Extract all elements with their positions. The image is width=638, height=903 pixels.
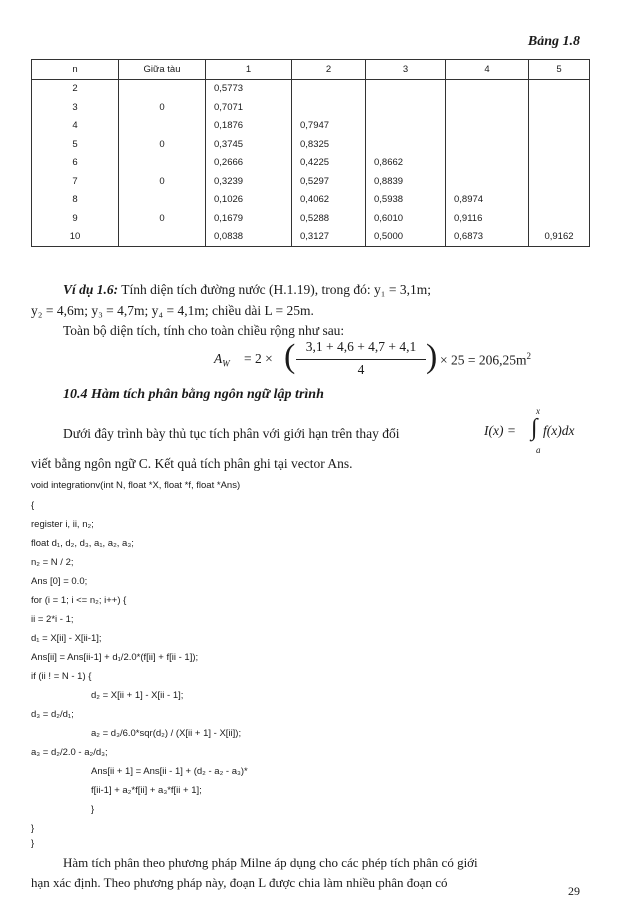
integral-lower-limit: a — [536, 445, 541, 455]
page-number: 29 — [568, 884, 580, 898]
table-cell — [446, 117, 529, 136]
code-line: Ans [0] = 0.0; — [31, 576, 88, 587]
table-cell: 10 — [32, 228, 119, 247]
right-paren: ) — [426, 338, 438, 375]
table-cell — [292, 98, 366, 117]
table-cell — [529, 117, 590, 136]
table-cell: 0,8325 — [292, 135, 366, 154]
table-cell — [529, 209, 590, 228]
code-line: } — [31, 838, 35, 849]
code-line: ii = 2*i - 1; — [31, 614, 74, 625]
table-row — [32, 117, 590, 136]
table-cell: 0 — [119, 209, 206, 228]
code-line: float d₁, d₂, d₃, a₁, a₂, a₃; — [31, 538, 134, 549]
table-cell: 0,4225 — [292, 154, 366, 173]
table-cell — [119, 154, 206, 173]
table-cell: 0 — [119, 172, 206, 191]
integral-sign: ∫ — [531, 415, 538, 441]
table-cell — [446, 172, 529, 191]
table-cell: 0,8974 — [446, 191, 529, 210]
column-header: 5 — [529, 60, 590, 80]
code-line: n₂ = N / 2; — [31, 557, 74, 568]
code-line: } — [31, 823, 35, 834]
integral-upper-limit: x — [536, 406, 540, 416]
formula-eq: = 2 × — [244, 351, 273, 366]
table-cell: 0,2666 — [206, 154, 292, 173]
table-row — [32, 172, 590, 191]
data-table — [31, 59, 590, 247]
table-header-row — [32, 60, 590, 80]
code-line: d₃ = d₂/d₁; — [31, 709, 74, 720]
area-formula — [214, 337, 574, 383]
column-header: n — [32, 60, 119, 80]
code-line: void integrationv(int N, float *X, float *f, float *Ans) — [31, 480, 241, 491]
table-cell: 0,8839 — [366, 172, 446, 191]
table-cell — [529, 172, 590, 191]
table-cell: 0,1679 — [206, 209, 292, 228]
table-cell — [529, 79, 590, 98]
code-line: d₁ = X[ii] - X[ii-1]; — [31, 633, 102, 644]
table-cell — [119, 79, 206, 98]
table-cell: 7 — [32, 172, 119, 191]
table-row — [32, 209, 590, 228]
table-cell: 0,4062 — [292, 191, 366, 210]
code-line: Ans[ii] = Ans[ii-1] + d₁/2.0*(f[ii] + f[ii - 1]); — [31, 652, 199, 663]
table-cell: 0,1026 — [206, 191, 292, 210]
table-cell — [366, 117, 446, 136]
table-cell: 0,6873 — [446, 228, 529, 247]
table-cell — [446, 154, 529, 173]
table-cell: 0,3127 — [292, 228, 366, 247]
column-header: Giữa tàu — [119, 60, 206, 80]
formula-lhs-sub: W — [222, 358, 230, 369]
code-line: a₂ = d₃/6.0*sqr(d₂) / (X[ii + 1] - X[ii]); — [91, 728, 242, 739]
example-line-1 — [63, 279, 590, 300]
intro-line-2: viết bằng ngôn ngữ C. Kết quả tích phân ghi tại vector Ans. — [31, 456, 353, 471]
code-line: f[ii-1] + a₂*f[ii] + a₃*f[ii + 1]; — [91, 785, 202, 796]
example-line-2: y₂ = 4,6m; y₃ = 4,7m; y₄ = 4,1m; chiều dài L = 25m. — [31, 303, 314, 318]
code-line: } — [91, 804, 95, 815]
table-cell — [529, 154, 590, 173]
table-cell: 0 — [119, 98, 206, 117]
table-cell — [119, 191, 206, 210]
table-cell — [366, 98, 446, 117]
table-cell: 5 — [32, 135, 119, 154]
table-cell: 8 — [32, 191, 119, 210]
table-cell: 3 — [32, 98, 119, 117]
code-line: { — [31, 500, 35, 511]
table-cell — [119, 117, 206, 136]
section-heading: 10.4 Hàm tích phân bằng ngôn ngữ lập trình — [63, 387, 324, 402]
table-cell: 0,3239 — [206, 172, 292, 191]
table-cell: 0,9116 — [446, 209, 529, 228]
closing-line-1: Hàm tích phân theo phương pháp Milne áp dụng cho các phép tích phân có giới — [63, 855, 478, 870]
table-cell: 0,1876 — [206, 117, 292, 136]
table-cell — [529, 191, 590, 210]
code-line: d₂ = X[ii + 1] - X[ii - 1]; — [91, 690, 184, 701]
code-line: if (ii ! = N - 1) { — [31, 671, 92, 682]
table-cell — [366, 135, 446, 154]
table-cell: 0,5000 — [366, 228, 446, 247]
intro-line-1: Dưới đây trình bày thủ tục tích phân với giới hạn trên thay đổi — [63, 426, 400, 441]
table-cell: 0,6010 — [366, 209, 446, 228]
table-cell: 0,8662 — [366, 154, 446, 173]
table-cell — [446, 135, 529, 154]
example-label: Ví dụ 1.6: — [63, 282, 119, 297]
formula-denominator: 4 — [357, 362, 365, 377]
table-cell: 4 — [32, 117, 119, 136]
code-line: a₃ = d₂/2.0 - a₂/d₃; — [31, 747, 108, 758]
table-cell: 0 — [119, 135, 206, 154]
table-cell: 9 — [32, 209, 119, 228]
table-cell: 6 — [32, 154, 119, 173]
table-cell: 2 — [32, 79, 119, 98]
table-row — [32, 98, 590, 117]
table-cell — [366, 79, 446, 98]
table-row — [32, 228, 590, 247]
table-cell: 0,5938 — [366, 191, 446, 210]
formula-numerator: 3,1 + 4,6 + 4,7 + 4,1 — [305, 339, 417, 354]
table-cell — [529, 98, 590, 117]
integral-lhs: I(x) = — [484, 423, 516, 438]
table-row — [32, 191, 590, 210]
formula-rhs-sup: 2 — [526, 351, 531, 361]
formula-rhs: × 25 = 206,25m — [440, 352, 527, 368]
column-header: 2 — [292, 60, 366, 80]
table-row — [32, 154, 590, 173]
code-line: register i, ii, n₂; — [31, 519, 94, 530]
code-line: for (i = 1; i <= n₂; i++) { — [31, 595, 127, 606]
table-cell: 0,9162 — [529, 228, 590, 247]
table-cell: 0,5773 — [206, 79, 292, 98]
fraction-line — [296, 359, 426, 360]
column-header: 1 — [206, 60, 292, 80]
left-paren: ( — [284, 338, 296, 375]
example-text: Tính diện tích đường nước (H.1.19), trong đó: y₁ = 3,1m; — [121, 282, 431, 297]
formula-lhs: A — [214, 351, 223, 366]
code-line: Ans[ii + 1] = Ans[ii - 1] + (d₂ - a₂ - a₃)* — [91, 766, 248, 777]
table-row — [32, 135, 590, 154]
table-cell — [446, 79, 529, 98]
column-header: 3 — [366, 60, 446, 80]
integral-body: f(x)dx — [543, 423, 575, 438]
table-cell: 0,0838 — [206, 228, 292, 247]
table-cell: 0,5297 — [292, 172, 366, 191]
example-line-3: Toàn bộ diện tích, tính cho toàn chiều rộng như sau: — [63, 323, 345, 338]
table-cell — [292, 79, 366, 98]
integral-expression — [484, 408, 594, 454]
table-row — [32, 79, 590, 98]
table-caption: Bảng 1.8 — [527, 34, 580, 49]
table-cell — [119, 228, 206, 247]
table-cell — [446, 98, 529, 117]
table-cell: 0,5288 — [292, 209, 366, 228]
table-cell — [529, 135, 590, 154]
column-header: 4 — [446, 60, 529, 80]
table-cell: 0,7071 — [206, 98, 292, 117]
table-cell: 0,3745 — [206, 135, 292, 154]
table-cell: 0,7947 — [292, 117, 366, 136]
closing-line-2: hạn xác định. Theo phương pháp này, đoạn L được chia làm nhiều phân đoạn có — [31, 875, 448, 890]
